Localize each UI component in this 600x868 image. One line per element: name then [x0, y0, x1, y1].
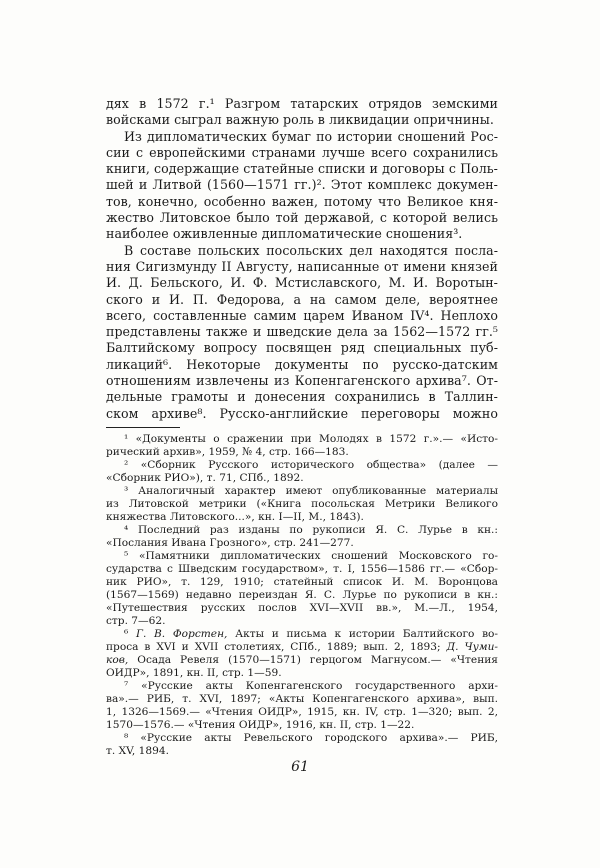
footnote-line: стр. 7—62. [106, 615, 166, 627]
footnote-line [106, 641, 498, 654]
footnote-line: ⁵ «Памятники дипломатических сношений Московского го- [124, 550, 498, 562]
footnote-line: ОИДР», 1891, кн. II, стр. 1—59. [106, 667, 282, 679]
footnote-line: ¹ «Документы о сражении при Молодях в 1572 г.».— «Исто- [124, 433, 498, 445]
footnote-line: ва».— РИБ, т. XVI, 1897; «Акты Копенгагенского архива», вып. [106, 693, 498, 705]
footnote-line [106, 628, 498, 641]
footnote-line: сударства с Шведским государством», т. I, 1556—1586 гг.— «Сбор- [106, 563, 498, 575]
text-line: отношениям извлечены из Копенгагенского архива⁷. От- [106, 373, 498, 389]
footnote-line: ник РИО», т. 129, 1910; статейный список И. М. Воронцова [106, 576, 498, 588]
text-line: ния Сигизмунду II Августу, написанные от имени князей [106, 258, 498, 274]
footnote-line: ⁷ «Русские акты Копенгагенского государственного архи- [124, 680, 498, 692]
text-line: книги, содержащие статейные списки и договоры с Поль- [106, 161, 498, 177]
author-name: ков, [106, 654, 129, 666]
text-line: ликаций⁶. Некоторые документы по русско-датским [106, 356, 498, 372]
footnote-line: рический архив», 1959, № 4, стр. 166—183. [106, 446, 349, 458]
text-line: ском архиве⁸. Русско-английские переговоры можно [106, 405, 498, 421]
page-number: 61 [291, 759, 309, 775]
text-line: представлены также и шведские дела за 1562—1572 гг.⁵ [106, 324, 498, 340]
text-line: И. Д. Бельского, И. Ф. Мстиславского, М. И. Воротын- [106, 275, 498, 291]
text-line: жество Литовское было той державой, с которой велись [106, 210, 498, 226]
footnote-line: т. XV, 1894. [106, 745, 169, 757]
footnote-line: ⁴ Последний раз изданы по рукописи Я. С. Лурье в кн.: [124, 524, 498, 536]
author-name: Г. В. Форстен, [135, 628, 228, 640]
author-name: Д. Чуми- [446, 641, 498, 653]
text-line: сии с европейскими странами лучше всего сохранились [106, 144, 498, 160]
text-line: дельные грамоты и донесения сохранились в Таллин- [106, 389, 498, 405]
footnote-line: «Путешествия русских послов XVI—XVII вв.», М.—Л., 1954, [106, 602, 498, 614]
text-segment: проса в XVI и XVII столетиях, СПб., 1889; вып. 2, 1893; [106, 641, 447, 653]
main-text [106, 96, 498, 422]
footnote-line: ⁸ «Русские акты Ревельского городского архива».— РИБ, [124, 732, 498, 744]
footnotes [106, 433, 498, 758]
footnote-line: 1, 1326—1569.— «Чтения ОИДР», 1915, кн. IV, стр. 1—320; вып. 2, [106, 706, 498, 718]
footnote-line: ² «Сборник Русского исторического общества» (далее — [124, 459, 498, 471]
footnote-line: «Сборник РИО»), т. 71, СПб., 1892. [106, 472, 304, 484]
text-line: ского и И. П. Федорова, а на самом деле, вероятнее [106, 291, 498, 307]
footnote-line: (1567—1569) недавно переиздан Я. С. Лурье по рукописи в кн.: [106, 589, 498, 601]
footnote-line: «Послания Ивана Грозного», стр. 241—277. [106, 537, 354, 549]
footnote-line [106, 654, 498, 667]
text-segment: Осада Ревеля (1570—1571) герцогом Магнусом.— «Чтения [128, 654, 498, 666]
text-line: наиболее оживленные дипломатические сношения³. [106, 226, 463, 242]
text-line: Из дипломатических бумаг по истории сношений Рос- [124, 128, 498, 144]
footnote-line: княжества Литовского...», кн. I—II, М., 1843). [106, 511, 364, 523]
text-line: тов, конечно, особенно важен, потому что Великое кня- [106, 193, 498, 209]
text-line: всего, составленные самим царем Иваном IV⁴. Неплохо [106, 307, 498, 323]
text-line: В составе польских посольских дел находятся посла- [124, 242, 498, 258]
footnote-line: ³ Аналогичный характер имеют опубликованные материалы [124, 485, 498, 497]
text-line: Балтийскому вопросу посвящен ряд специальных пуб- [106, 340, 498, 356]
footnote-line: из Литовской метрики («Книга посольская Метрики Великого [106, 498, 498, 510]
text-segment: Акты и письма к истории Балтийского во- [227, 628, 498, 640]
footnote-line: 1570—1576.— «Чтения ОИДР», 1916, кн. II, стр. 1—22. [106, 719, 415, 731]
text-line: дях в 1572 г.¹ Разгром татарских отрядов земскими [106, 96, 498, 111]
text-line: войсками сыграл важную роль в ликвидации опричнины. [106, 112, 494, 128]
text-segment: ⁶ [124, 628, 136, 640]
text-line: шей и Литвой (1560—1571 гг.)². Этот комплекс докумен- [106, 177, 498, 193]
footnote-separator [106, 427, 180, 428]
